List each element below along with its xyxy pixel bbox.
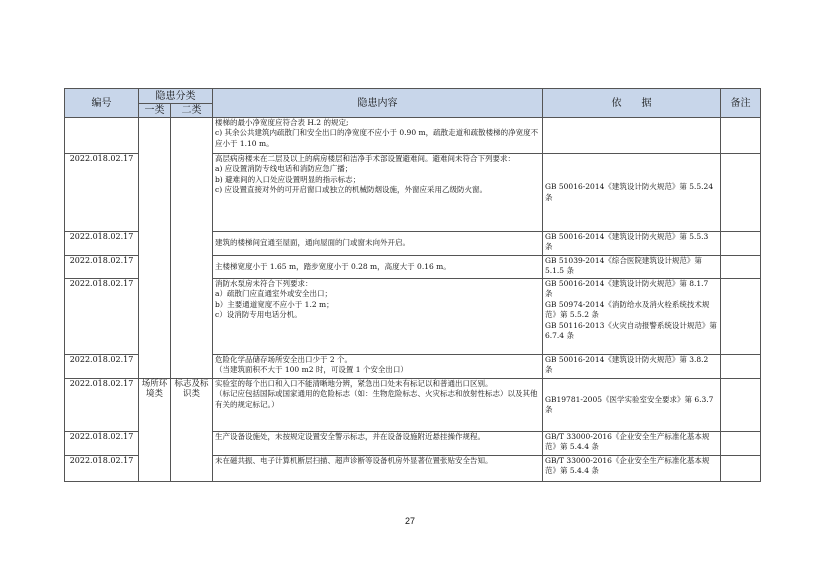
cat2-cell-empty [171, 118, 213, 379]
header-content: 隐患内容 [213, 89, 543, 118]
header-basis: 依 据 [543, 89, 721, 118]
row-content: 楼梯的最小净宽度应符合表 H.2 的规定; c) 其余公共建筑内疏散门和安全出口的净宽度不应小于 0.90 m，疏散走道和疏散楼梯的净宽度不应小于 1.10 m。 [213, 118, 543, 154]
row-basis: GB 51039-2014《综合医院建筑设计规范》第 5.1.5 条 [543, 256, 721, 279]
row-basis: GB/T 33000-2016《企业安全生产标准化基本规范》第 5.4.4 条 [543, 432, 721, 456]
row-number [65, 118, 139, 154]
header-cat1: 一类 [139, 104, 171, 118]
row-note [721, 279, 761, 355]
row-basis: GB 50016-2014《建筑设计防火规范》第 5.5.3 条 [543, 232, 721, 256]
page-number: 27 [404, 516, 415, 526]
category-cat1: 场所环境类 [139, 379, 171, 482]
row-basis: GB19781-2005《医学实验室安全要求》第 6.3.7 条 [543, 379, 721, 432]
header-category: 隐患分类 [139, 89, 213, 104]
row-number: 2022.018.02.17 [65, 279, 139, 355]
row-content: 生产设备设施处，未按规定设置安全警示标志，并在设备设施附近悬挂操作规程。 [213, 432, 543, 456]
row-content: 主楼梯宽度小于 1.65 m，踏步宽度小于 0.28 m，高度大于 0.16 m。 [213, 256, 543, 279]
row-number: 2022.018.02.17 [65, 232, 139, 256]
row-content: 未在磁共振、电子计算机断层扫描、超声诊断等设备机房外显著位置张贴安全告知。 [213, 456, 543, 482]
row-content: 高层病房楼未在二层及以上的病房楼层和洁净手术部设置避难间。避难间未符合下列要求： a) 应设置消防专线电话和消防应急广播； b) 避难间的入口处应设置明显的指示标志； c) 应设置直接对外的可开启窗口或独立的机械防烟设施，外窗应采用乙级防火窗。 [213, 154, 543, 232]
row-basis: GB/T 33000-2016《企业安全生产标准化基本规范》第 5.4.4 条 [543, 456, 721, 482]
header-number: 编号 [65, 89, 139, 118]
row-note [721, 379, 761, 432]
row-content: 消防水泵房未符合下列要求： a）疏散门应直通室外或安全出口； b）主要通道宽度不应小于 1.2 m； c）设消防专用电话分机。 [213, 279, 543, 355]
row-number: 2022.018.02.17 [65, 154, 139, 232]
row-note [721, 118, 761, 154]
row-number: 2022.018.02.17 [65, 456, 139, 482]
row-number: 2022.018.02.17 [65, 256, 139, 279]
row-basis [543, 118, 721, 154]
row-content: 实验室的每个出口和入口不能清晰地分辨，紧急出口处未有标记以和普通出口区别。 （标记应包括国际或国家通用的危险标志（如：生物危险标志、火灾标志和放射性标志）以及其他有关的规定标记。） [213, 379, 543, 432]
row-note [721, 232, 761, 256]
header-cat2: 二类 [171, 104, 213, 118]
row-note [721, 432, 761, 456]
row-note [721, 154, 761, 232]
hazard-table [64, 88, 761, 482]
row-content: 建筑的楼梯间宜通至屋面，通向屋面的门或窗未向外开启。 [213, 232, 543, 256]
table-row [65, 118, 761, 154]
row-basis: GB 50016-2014《建筑设计防火规范》第 3.8.2 条 [543, 355, 721, 379]
row-note [721, 256, 761, 279]
cat1-cell-empty [139, 118, 171, 379]
row-number: 2022.018.02.17 [65, 379, 139, 432]
row-number: 2022.018.02.17 [65, 355, 139, 379]
row-content: 危险化学品储存场所安全出口少于 2 个。 （当建筑面积不大于 100 m2 时，可设置 1 个安全出口） [213, 355, 543, 379]
row-basis: GB 50016-2014《建筑设计防火规范》第 8.1.7 条 GB 50974-2014《消防给水及消火栓系统技术规范》第 5.5.2 条 GB 50116-2013《火灾自动报警系统设计规范》第 6.7.4 条 [543, 279, 721, 355]
category-cat2: 标志及标识类 [171, 379, 213, 482]
row-basis: GB 50016-2014《建筑设计防火规范》第 5.5.24 条 [543, 154, 721, 232]
header-note: 备注 [721, 89, 761, 118]
row-number: 2022.018.02.17 [65, 432, 139, 456]
table-row [65, 379, 761, 432]
row-note [721, 456, 761, 482]
row-note [721, 355, 761, 379]
